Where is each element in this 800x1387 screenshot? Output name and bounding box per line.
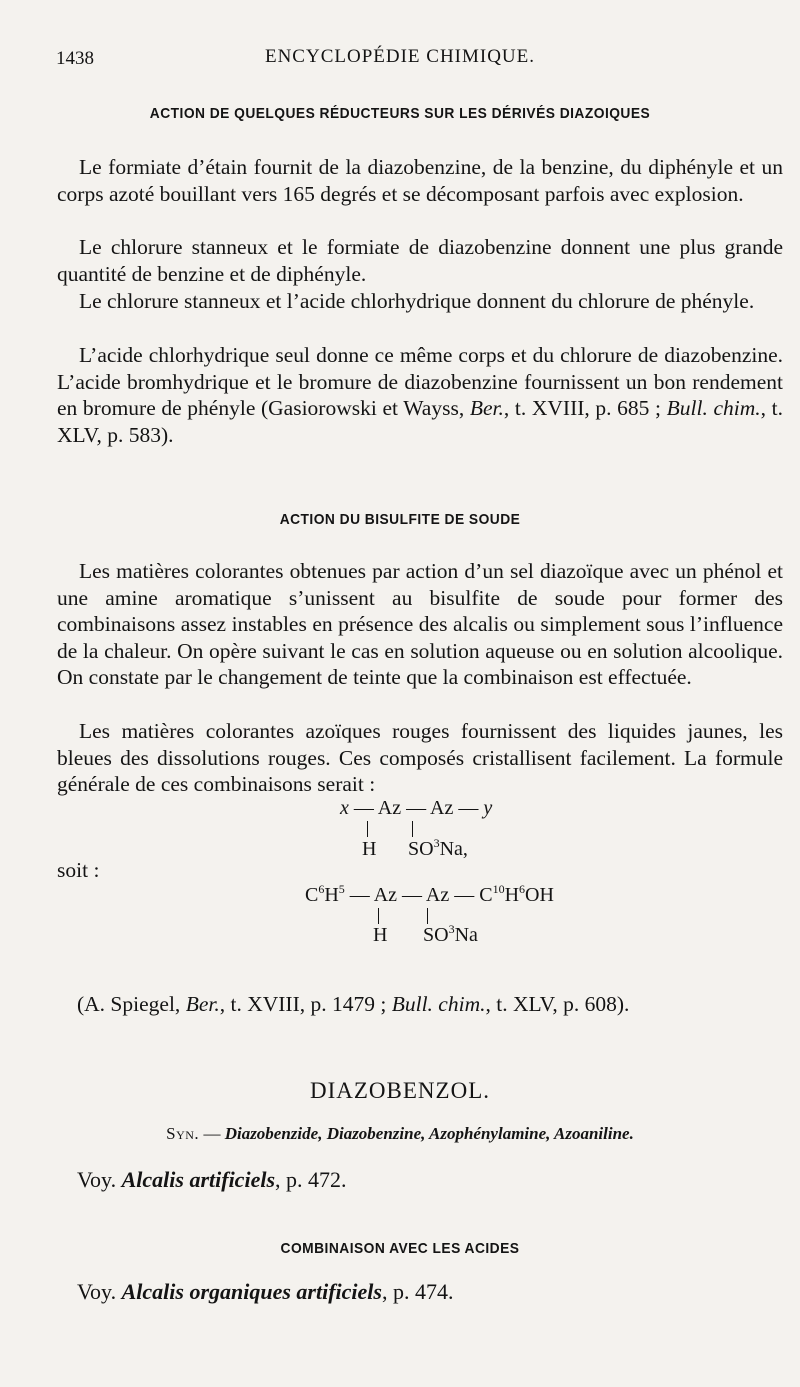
synonyms-dash: — xyxy=(199,1124,225,1143)
reference-journal: Ber. xyxy=(185,992,220,1016)
bond-line xyxy=(378,908,379,924)
voy-reference: Alcalis artificiels xyxy=(121,1167,276,1192)
voy-page: , p. 474. xyxy=(381,1279,454,1304)
bond-line xyxy=(427,908,428,924)
formula-h: H xyxy=(373,924,388,946)
paragraph-chlorure-stanneux-formiate: Le chlorure stanneux et le formiate de diazobenzine donnent une plus grande quantité de benzine et de diphényle. xyxy=(57,235,783,286)
article-title-diazobenzol: DIAZOBENZOL. xyxy=(310,1078,490,1103)
voy-label: Voy. xyxy=(77,1279,117,1304)
voy-page: , p. 472. xyxy=(275,1167,347,1192)
reference-volume: , t. XLV, p. 583). xyxy=(57,396,784,447)
section-heading-acides: COMBINAISON AVEC LES ACIDES xyxy=(280,1240,520,1257)
voy-label: Voy. xyxy=(77,1167,117,1192)
paragraph-matieres-colorantes: Les matières colorantes obtenues par action d’un sel diazoïque avec un phénol et une amine aromatique s’unissent au bisulfite de soude pour former des combinaisons assez instables en présence des alcalis ou simplement sous l’influence de la chaleur. On opère suivant le cas en solution aqueuse ou en solution alcoolique. On constate par le changement de teinte que la combinaison est effectuée. xyxy=(57,559,783,689)
synonyms-list: Diazobenzide, Diazobenzine, Azophénylamine, Azoaniline. xyxy=(224,1124,634,1143)
voy-reference: Alcalis organiques artificiels xyxy=(121,1279,382,1304)
paragraph-azoiques-rouges: Les matières colorantes azoïques rouges fournissent des liquides jaunes, les bleues des dissolutions rouges. Ces composés cristallisent facilement. La formule générale de ces combinaisons serait : xyxy=(57,719,783,796)
general-formula xyxy=(340,797,492,820)
cross-reference-alcalis-organiques xyxy=(77,1279,453,1305)
formula-c10h6oh: $C^{10}H^6OH$ xyxy=(479,882,554,906)
paragraph-formiate-etain: Le formiate d’étain fournit de la diazobenzine, de la benzine, du diphényle et un corps azoté bouillant vers 165 degrés et se décomposant parfois avec explosion. xyxy=(57,155,783,206)
reference-journal: Bull. chim. xyxy=(666,396,761,420)
reference-volume: , t. XLV, p. 608). xyxy=(485,992,630,1016)
citation-author: (A. Spiegel, xyxy=(77,992,181,1016)
soit-label: soit : xyxy=(57,858,100,882)
page-number: 1438 xyxy=(56,48,94,69)
running-title: ENCYCLOPÉDIE CHIMIQUE. xyxy=(264,46,536,67)
formula-azo-chain: — Az — Az — xyxy=(349,884,475,906)
bond-line xyxy=(412,821,413,837)
formula-h: H xyxy=(362,838,377,860)
section-heading-bisulfite: ACTION DU BISULFITE DE SOUDE xyxy=(279,511,521,528)
synonyms-label: Syn. xyxy=(166,1124,200,1143)
formula-y: y xyxy=(483,797,493,819)
reference-volume: , t. XVIII, p. 685 ; xyxy=(503,396,662,420)
formula-azo-chain: — Az — Az — xyxy=(353,797,479,819)
synonyms-line xyxy=(0,1124,800,1144)
formula-c6h5: $C^6H^5$ xyxy=(305,882,345,906)
formula-so3na: $SO^3Na$ xyxy=(423,922,478,946)
example-formula xyxy=(305,884,554,907)
bond-line xyxy=(367,821,368,837)
paragraph-chlorure-stanneux-acide: Le chlorure stanneux et l’acide chlorhydrique donnent du chlorure de phényle. xyxy=(79,289,755,313)
formula-x: x xyxy=(340,797,349,819)
cross-reference-alcalis xyxy=(77,1167,347,1193)
formula-so3na: $SO^3Na$, xyxy=(408,836,468,860)
reference-journal: Ber. xyxy=(469,396,504,420)
paragraph-text: L’acide chlorhydrique seul donne ce même corps et du chlorure de diazobenzine. L’acide bromhydrique et le bromure de diazobenzine fournissent un bon rendement en bromure de phényle (Gasiorowski et Wayss, xyxy=(57,343,783,420)
paragraph-acide-chlorhydrique xyxy=(57,342,783,448)
reference-journal: Bull. chim. xyxy=(391,992,486,1016)
section-heading-reducers: ACTION DE QUELQUES RÉDUCTEURS SUR LES DÉRIVÉS DIAZOIQUES xyxy=(149,105,651,122)
reference-volume: , t. XVIII, p. 1479 ; xyxy=(219,992,387,1016)
citation-spiegel xyxy=(77,991,777,1018)
